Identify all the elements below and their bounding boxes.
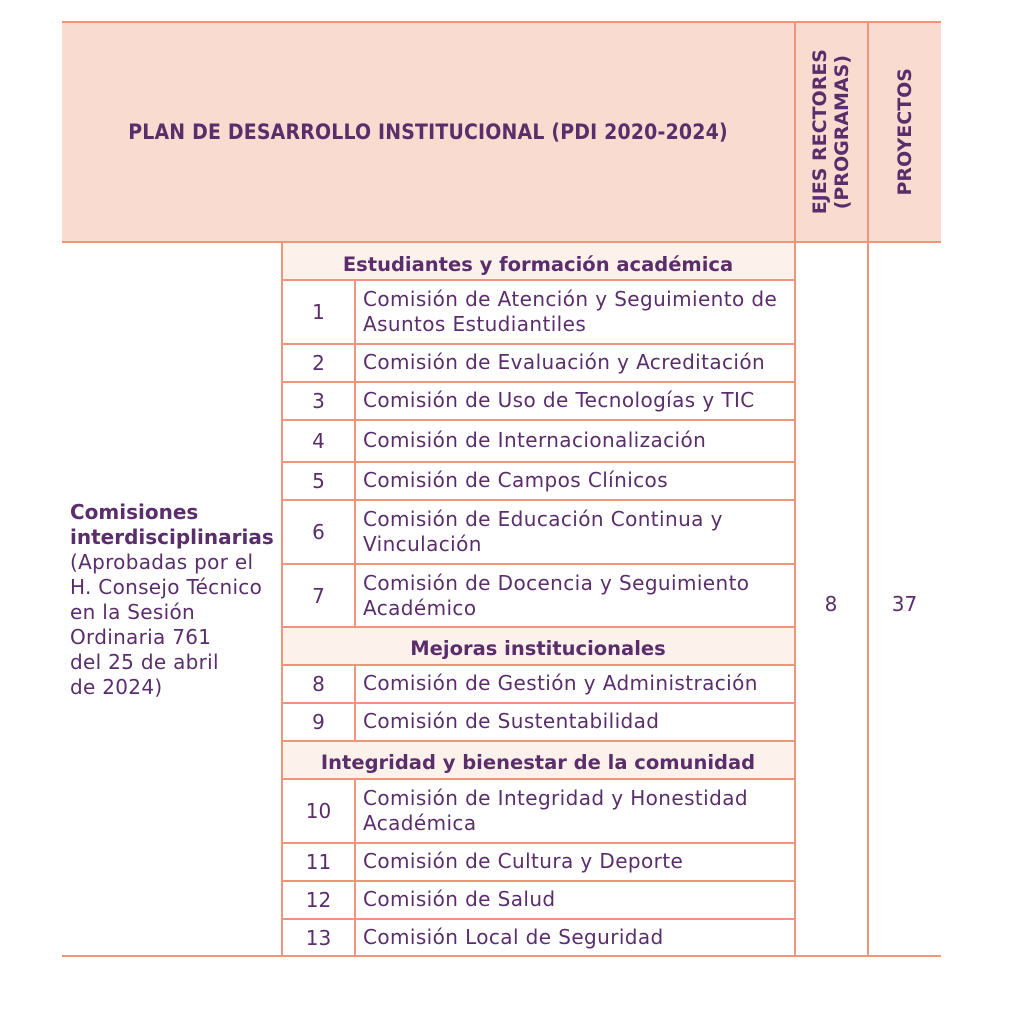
- divider-num-col: [354, 279, 356, 627]
- row-line: Asuntos Estudiantiles: [363, 311, 587, 336]
- row-divider: [282, 740, 795, 742]
- divider-ejes-col: [794, 22, 796, 956]
- row-description: Comisión de Internacionalización: [363, 428, 707, 452]
- row-description: Comisión de Evaluación y Acreditación: [363, 350, 766, 374]
- row-divider: [282, 343, 795, 345]
- header-ejes-line1: EJES RECTORES: [809, 49, 831, 215]
- left-label-note-line: en la Sesión: [70, 600, 195, 624]
- row-number: 1: [312, 299, 325, 324]
- left-label-note-line: (Aprobadas por el: [70, 550, 254, 574]
- total-ejes: 8: [824, 591, 838, 616]
- header-ejes-line2: (PROGRAMAS): [831, 54, 853, 210]
- row-description: [355, 280, 794, 343]
- left-label: [70, 500, 280, 700]
- left-label-note-line: H. Consejo Técnico: [70, 575, 263, 599]
- header-proyectos-label: PROYECTOS: [893, 68, 916, 196]
- row-number: 13: [305, 925, 332, 950]
- row-number: 3: [312, 388, 325, 413]
- row-number: 2: [312, 350, 325, 375]
- left-label-note-line: de 2024): [70, 675, 163, 699]
- left-label-title-line2: interdisciplinarias: [70, 525, 274, 549]
- row-divider: [282, 419, 795, 421]
- row-number: 11: [305, 849, 332, 874]
- divider-left-col: [281, 242, 283, 956]
- row-divider: [282, 880, 795, 882]
- row-number: 9: [312, 709, 325, 734]
- left-label-note-line: Ordinaria 761: [70, 625, 212, 649]
- page-title: PLAN DE DESARROLLO INSTITUCIONAL (PDI 2020-2024): [128, 120, 728, 144]
- header-ejes-label: [809, 49, 853, 214]
- row-line: Vinculación: [363, 531, 482, 556]
- row-divider: [282, 626, 795, 628]
- row-divider: [282, 702, 795, 704]
- row-number: 12: [305, 887, 332, 912]
- divider-proyectos-col: [867, 22, 869, 956]
- row-line: Comisión de Integridad y Honestidad: [363, 785, 748, 810]
- row-divider: [282, 664, 795, 666]
- row-line: Comisión de Docencia y Seguimiento: [363, 570, 750, 595]
- row-line: Académica: [363, 810, 477, 835]
- divider-num-col: [354, 778, 356, 956]
- section-title: Integridad y bienestar de la comunidad: [320, 751, 756, 774]
- row-line: Académico: [363, 595, 477, 620]
- row-divider: [282, 461, 795, 463]
- header-proyectos: [868, 22, 941, 242]
- row-description: Comisión de Gestión y Administración: [363, 671, 758, 695]
- row-description: Comisión de Campos Clínicos: [363, 468, 669, 492]
- row-description: Comisión de Uso de Tecnologías y TIC: [363, 388, 755, 412]
- header-ejes-rectores: [795, 22, 867, 242]
- row-divider: [282, 563, 795, 565]
- row-description: [355, 500, 794, 563]
- section-title: Mejoras institucionales: [410, 637, 666, 660]
- row-number: 7: [312, 583, 325, 608]
- left-label-note: [70, 550, 280, 700]
- row-description: Comisión de Sustentabilidad: [363, 709, 660, 733]
- total-proyectos: 37: [891, 591, 918, 616]
- row-number: 5: [312, 468, 325, 493]
- row-description: Comisión de Salud: [363, 887, 556, 911]
- row-number: 10: [305, 798, 332, 823]
- row-line: Comisión de Atención y Seguimiento de: [363, 286, 778, 311]
- row-line: Comisión de Educación Continua y: [363, 506, 723, 531]
- section-title: Estudiantes y formación académica: [342, 253, 734, 276]
- border-bottom: [62, 955, 941, 957]
- row-divider: [282, 842, 795, 844]
- row-divider: [282, 778, 795, 780]
- row-divider: [282, 918, 795, 920]
- left-label-title: [70, 500, 280, 550]
- row-number: 6: [312, 519, 325, 544]
- row-number: 4: [312, 428, 325, 453]
- row-divider: [282, 279, 795, 281]
- left-label-title-line1: Comisiones: [70, 500, 199, 524]
- left-label-note-line: del 25 de abril: [70, 650, 219, 674]
- row-divider: [282, 499, 795, 501]
- row-divider: [282, 381, 795, 383]
- border-top: [62, 21, 941, 23]
- row-description: Comisión de Cultura y Deporte: [363, 849, 684, 873]
- row-number: 8: [312, 671, 325, 696]
- border-header-bottom: [62, 241, 941, 243]
- row-description: Comisión Local de Seguridad: [363, 925, 664, 949]
- row-description: [355, 564, 794, 627]
- row-description: [355, 779, 794, 842]
